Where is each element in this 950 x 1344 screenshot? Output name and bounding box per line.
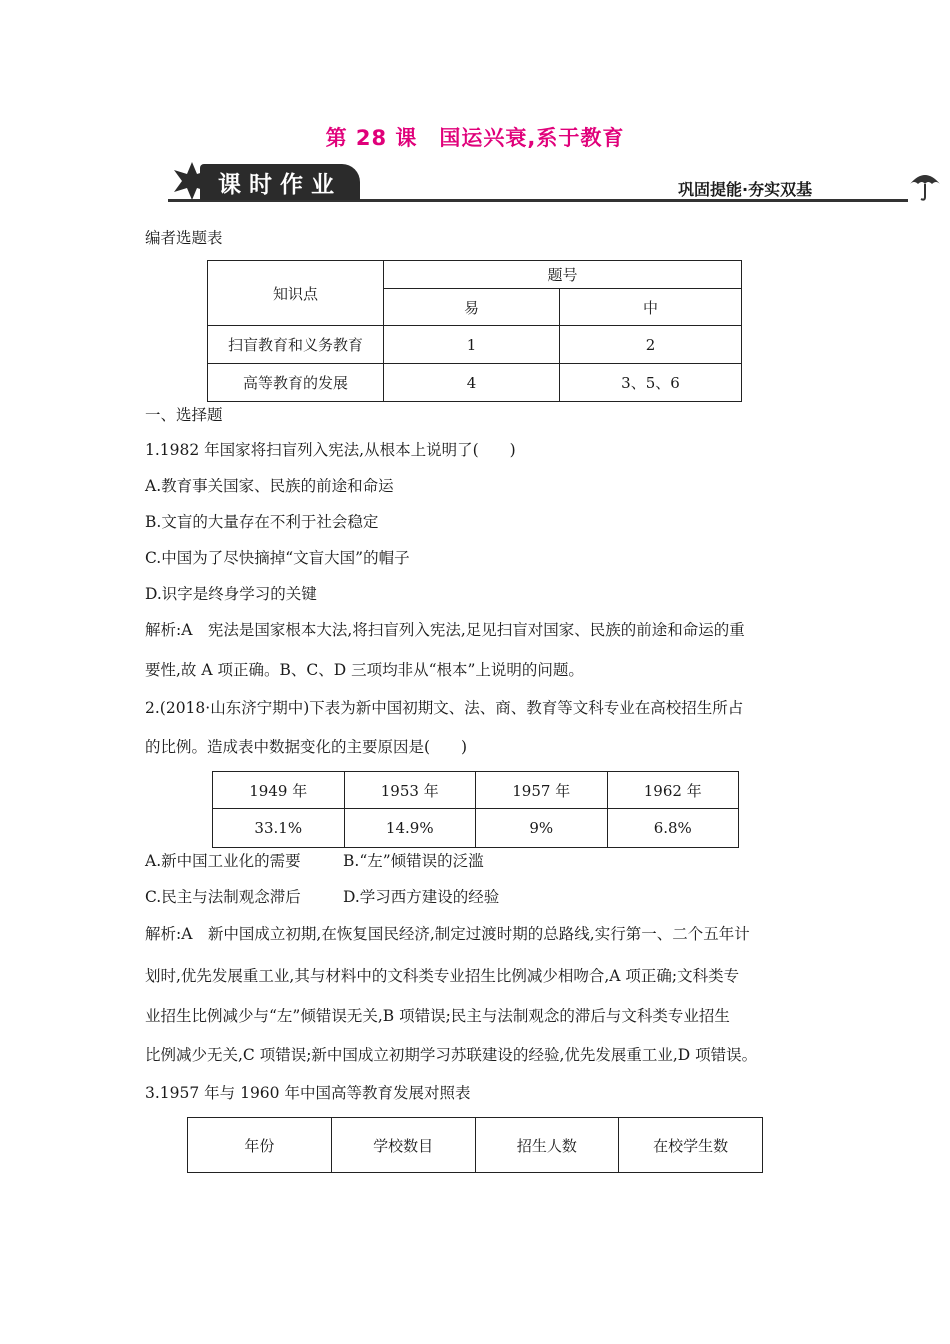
medium-cell: 2 (560, 326, 742, 364)
value-cell: 6.8% (607, 809, 739, 848)
year-cell: 1962 年 (607, 772, 739, 809)
header-medium: 中 (560, 289, 742, 326)
q2-analysis-line: 比例减少无关,C 项错误;新中国成立初期学习苏联建设的经验,优先发展重工业,D 项错误。 (145, 1046, 758, 1064)
banner-tagline: 巩固提能·夯实双基 (678, 180, 813, 199)
q1-analysis-line: 解析:A 宪法是国家根本大法,将扫盲列入宪法,足见扫盲对国家、民族的前途和命运的重 (145, 621, 745, 639)
q1-stem: 1.1982 年国家将扫盲列入宪法,从根本上说明了( ) (145, 441, 516, 459)
value-cell: 33.1% (213, 809, 345, 848)
q2-option-d: D.学习西方建设的经验 (343, 888, 500, 906)
q2-analysis-line: 划时,优先发展重工业,其与材料中的文科类专业招生比例减少相吻合,A 项正确;文科类专 (145, 967, 740, 985)
value-cell: 9% (476, 809, 608, 848)
lesson-title: 第 28 课 国运兴衰,系于教育 (325, 126, 625, 150)
q3-comparison-table (187, 1117, 763, 1173)
q1-option-c: C.中国为了尽快摘掉“文盲大国”的帽子 (145, 549, 410, 567)
q1-option-b: B.文盲的大量存在不利于社会稳定 (145, 513, 379, 531)
header-cell: 在校学生数 (619, 1118, 763, 1173)
q2-option-b: B.“左”倾错误的泛滥 (343, 852, 484, 870)
q2-analysis-line: 业招生比例减少与“左”倾错误无关,B 项错误;民主与法制观念的滞后与文科类专业招生 (145, 1007, 730, 1025)
topic-cell: 高等教育的发展 (208, 364, 384, 402)
table-row (208, 326, 742, 364)
header-easy: 易 (384, 289, 560, 326)
year-cell: 1957 年 (476, 772, 608, 809)
header-cell: 学校数目 (331, 1118, 475, 1173)
umbrella-icon (908, 168, 942, 202)
year-cell: 1949 年 (213, 772, 345, 809)
q2-data-table (212, 771, 739, 848)
header-number: 题号 (384, 261, 742, 289)
q1-option-a: A.教育事关国家、民族的前途和命运 (145, 477, 394, 495)
selection-caption: 编者选题表 (145, 229, 223, 247)
medium-cell: 3、5、6 (560, 364, 742, 402)
section-heading: 一、选择题 (145, 406, 223, 424)
easy-cell: 1 (384, 326, 560, 364)
selection-table (207, 260, 742, 402)
table-row (208, 364, 742, 402)
q2-stem-line: 2.(2018·山东济宁期中)下表为新中国初期文、法、商、教育等文科专业在高校招生所占 (145, 699, 744, 717)
easy-cell: 4 (384, 364, 560, 402)
q2-option-a: A.新中国工业化的需要 (145, 852, 301, 870)
q1-analysis-line: 要性,故 A 项正确。B、C、D 三项均非从“根本”上说明的问题。 (145, 661, 584, 679)
header-cell: 年份 (188, 1118, 332, 1173)
q2-analysis-line: 解析:A 新中国成立初期,在恢复国民经济,制定过渡时期的总路线,实行第一、二个五年计 (145, 925, 750, 943)
q3-stem: 3.1957 年与 1960 年中国高等教育发展对照表 (145, 1084, 471, 1102)
year-cell: 1953 年 (344, 772, 476, 809)
q2-stem-line: 的比例。造成表中数据变化的主要原因是( ) (145, 738, 468, 756)
value-cell: 14.9% (344, 809, 476, 848)
banner-label: 课时作业 (218, 172, 342, 198)
header-cell: 招生人数 (475, 1118, 619, 1173)
q1-option-d: D.识字是终身学习的关键 (145, 585, 317, 603)
topic-cell: 扫盲教育和义务教育 (208, 326, 384, 364)
q2-option-c: C.民主与法制观念滞后 (145, 888, 301, 906)
header-knowledge: 知识点 (208, 261, 384, 326)
